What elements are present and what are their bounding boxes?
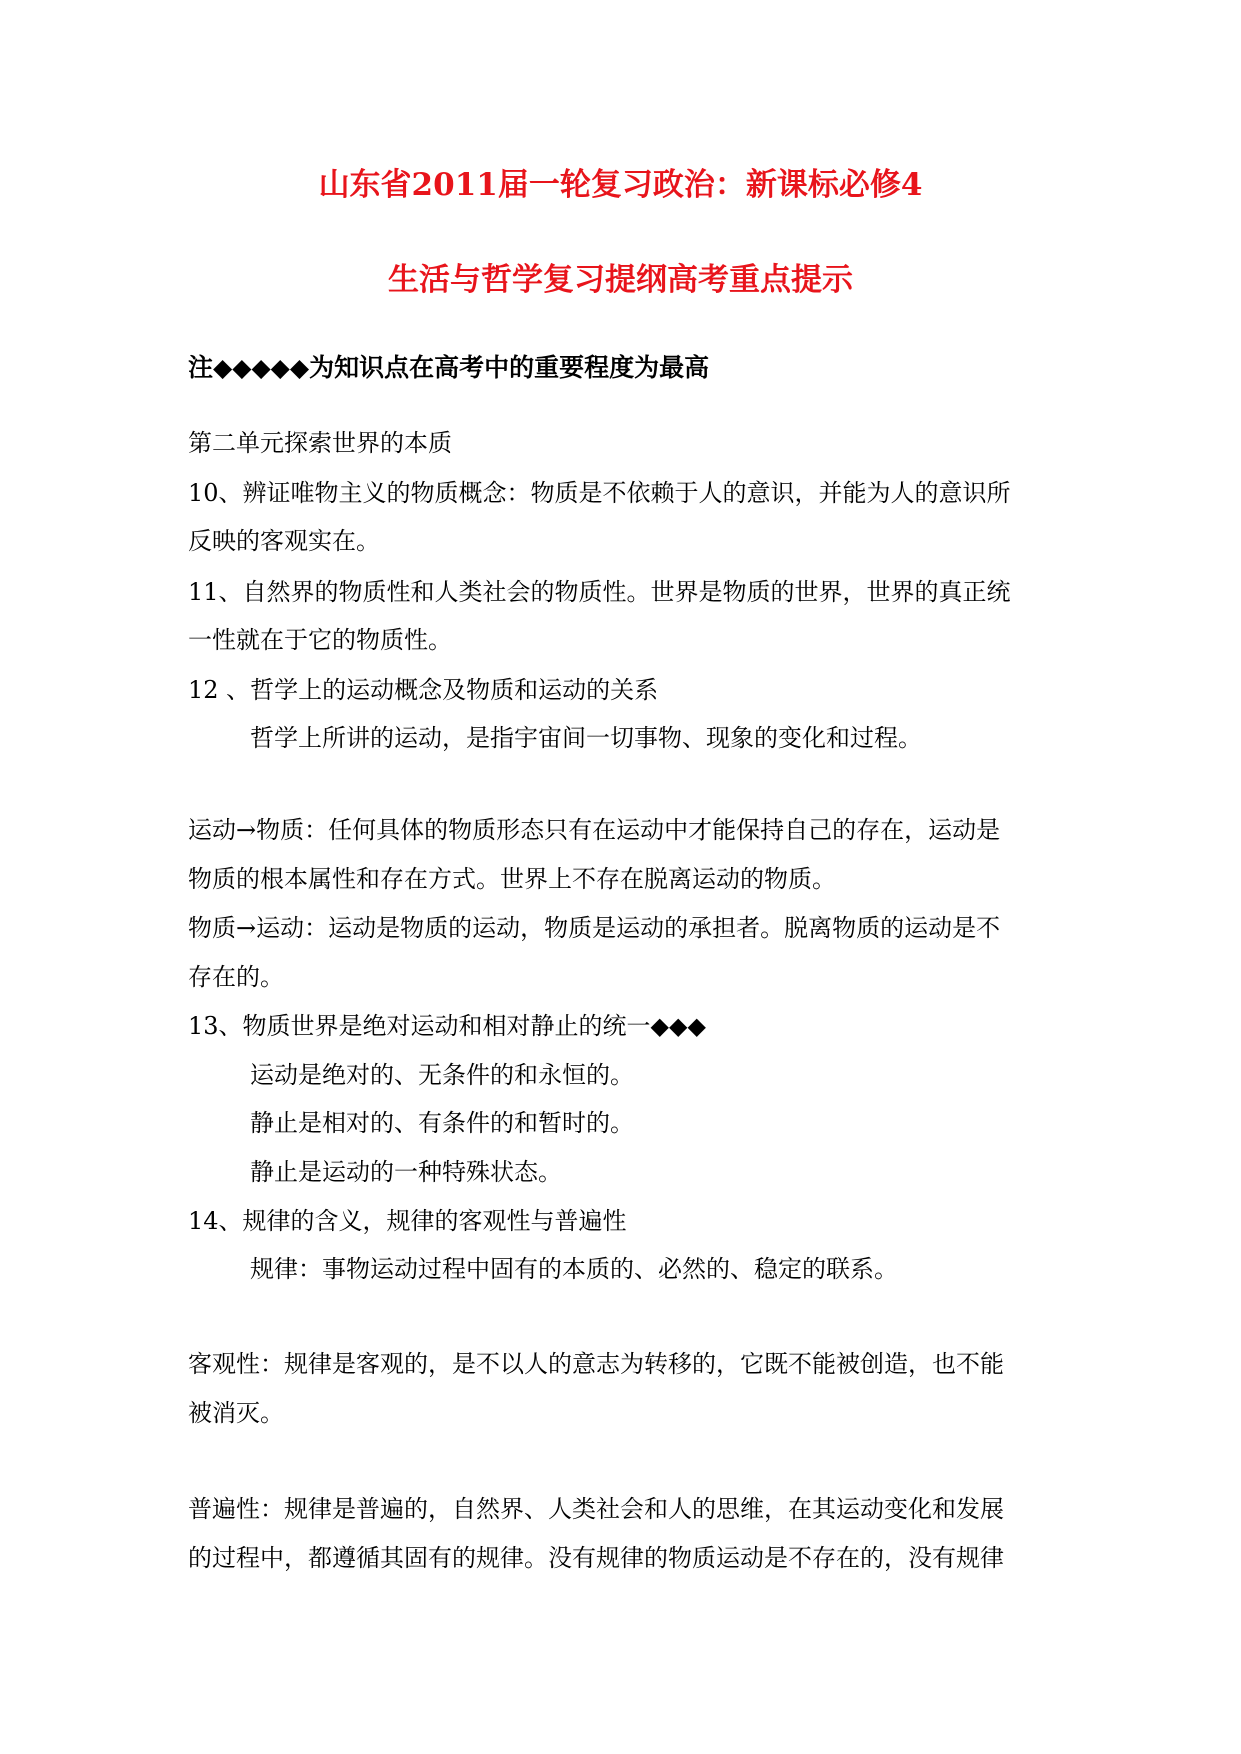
paragraph-line: 被消灭。 bbox=[188, 1399, 284, 1427]
document-title-line-1: 山东省2011届一轮复习政治：新课标必修4 bbox=[318, 167, 923, 203]
indented-line: 静止是运动的一种特殊状态。 bbox=[250, 1158, 562, 1186]
paragraph-line: 物质→运动：运动是物质的运动，物质是运动的承担者。脱离物质的运动是不 bbox=[188, 914, 1001, 942]
paragraph-line: 普遍性：规律是普遍的，自然界、人类社会和人的思维，在其运动变化和发展 bbox=[188, 1495, 1004, 1523]
paragraph-line: 物质的根本属性和存在方式。世界上不存在脱离运动的物质。 bbox=[188, 865, 836, 893]
paragraph-line: 存在的。 bbox=[188, 963, 284, 991]
paragraph-line: 12 、哲学上的运动概念及物质和运动的关系 bbox=[188, 676, 659, 704]
indented-line: 运动是绝对的、无条件的和永恒的。 bbox=[250, 1061, 634, 1089]
paragraph-line: 反映的客观实在。 bbox=[188, 527, 380, 555]
paragraph-line: 运动→物质：任何具体的物质形态只有在运动中才能保持自己的存在，运动是 bbox=[188, 816, 1001, 844]
paragraph-line: 客观性：规律是客观的，是不以人的意志为转移的，它既不能被创造，也不能 bbox=[188, 1350, 1004, 1378]
document-title-line-2: 生活与哲学复习提纲高考重点提示 bbox=[388, 262, 853, 298]
paragraph-line: 一性就在于它的物质性。 bbox=[188, 626, 452, 654]
section-heading: 第二单元探索世界的本质 bbox=[188, 429, 452, 457]
indented-line: 哲学上所讲的运动，是指宇宙间一切事物、现象的变化和过程。 bbox=[250, 724, 922, 752]
paragraph-line: 13、物质世界是绝对运动和相对静止的统一◆◆◆ bbox=[188, 1012, 706, 1040]
importance-note: 注◆◆◆◆◆为知识点在高考中的重要程度为最高 bbox=[188, 353, 710, 382]
paragraph-line: 10、辨证唯物主义的物质概念：物质是不依赖于人的意识，并能为人的意识所 bbox=[188, 479, 1011, 507]
indented-line: 静止是相对的、有条件的和暂时的。 bbox=[250, 1109, 634, 1137]
paragraph-line: 11、自然界的物质性和人类社会的物质性。世界是物质的世界，世界的真正统 bbox=[188, 578, 1011, 606]
paragraph-line: 14、规律的含义，规律的客观性与普遍性 bbox=[188, 1207, 627, 1235]
paragraph-line: 的过程中，都遵循其固有的规律。没有规律的物质运动是不存在的，没有规律 bbox=[188, 1544, 1004, 1572]
indented-line: 规律：事物运动过程中固有的本质的、必然的、稳定的联系。 bbox=[250, 1255, 898, 1283]
